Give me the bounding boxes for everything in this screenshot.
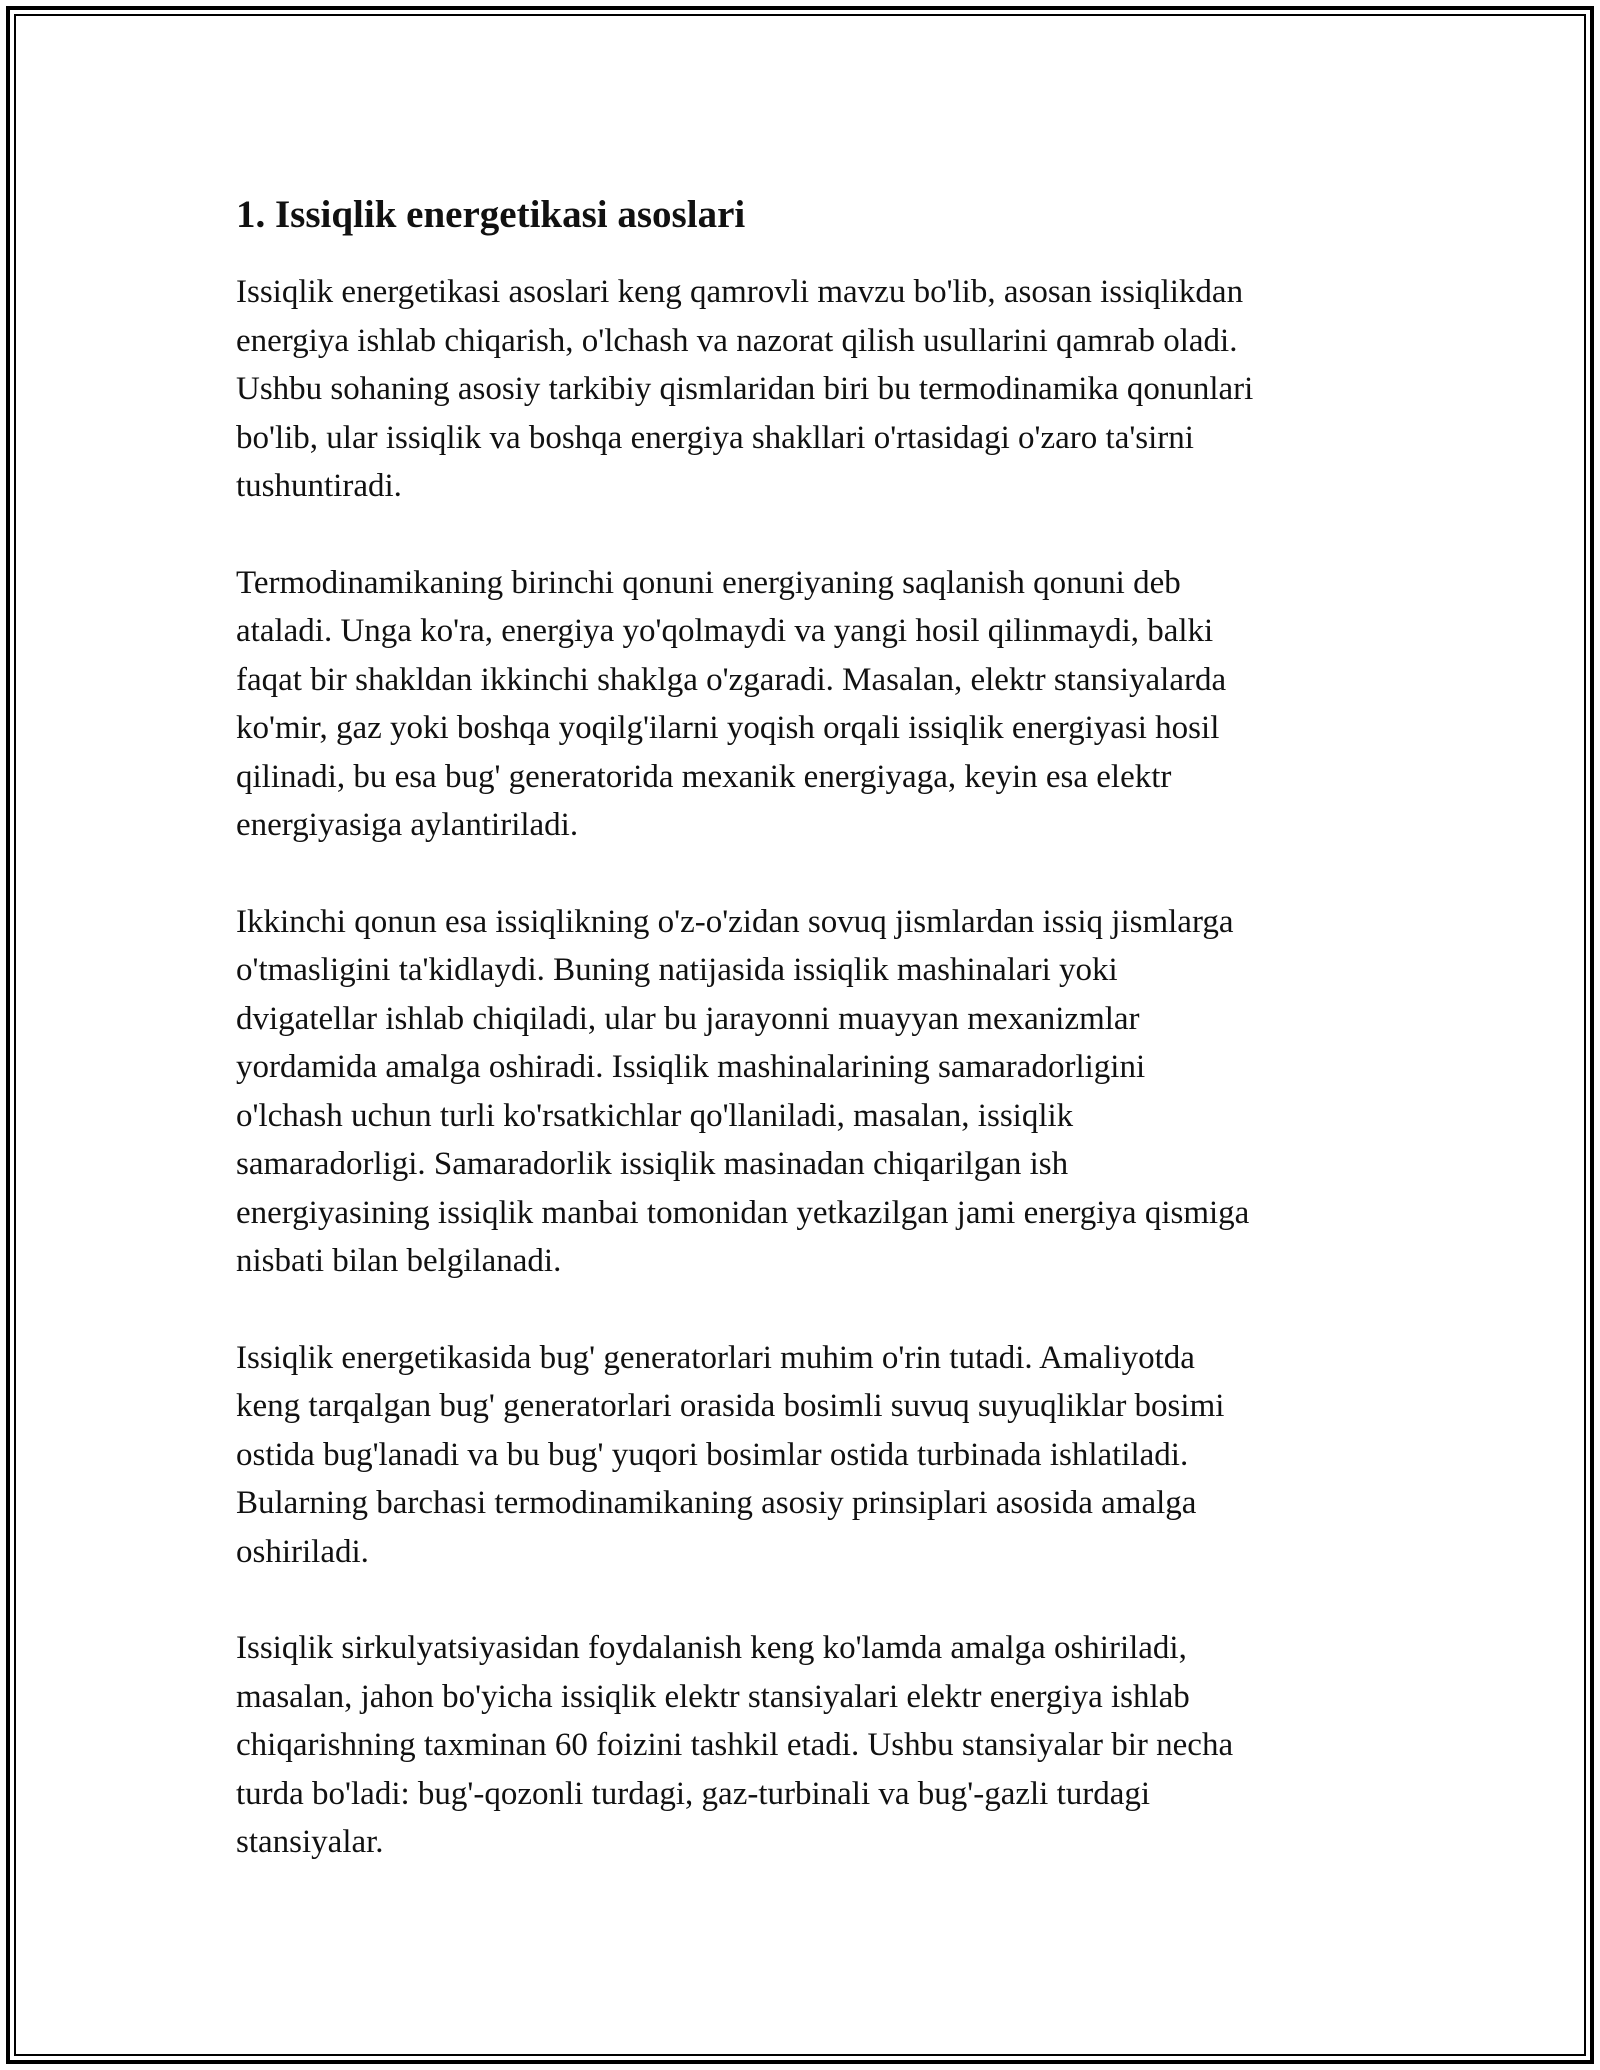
- paragraph-line: tushuntiradi.: [236, 468, 402, 504]
- paragraph-line: masalan, jahon bo'yicha issiqlik elektr stansiyalari elektr energiya ishlab: [236, 1678, 1190, 1715]
- paragraph-5: [236, 1624, 1376, 1867]
- paragraph-line: bo'lib, ular issiqlik va boshqa energiya shakllari o'rtasidagi o'zaro ta'sirni: [236, 419, 1194, 456]
- paragraph-2: [236, 559, 1376, 850]
- paragraph-line: oshiriladi.: [236, 1533, 369, 1570]
- paragraph-line: faqat bir shakldan ikkinchi shaklga o'zgaradi. Masalan, elektr stansiyalarda: [236, 661, 1227, 698]
- section-heading: 1. Issiqlik energetikasi asoslari: [236, 193, 746, 236]
- paragraph-line: ostida bug'lanadi va bu bug' yuqori bosimlar ostida turbinada ishlatiladi.: [236, 1436, 1189, 1473]
- paragraph-line: Ikkinchi qonun esa issiqlikning o'z-o'zidan sovuq jismlardan issiq jismlarga: [236, 903, 1234, 940]
- paragraph-line: Issiqlik sirkulyatsiyasidan foydalanish keng ko'lamda amalga oshiriladi,: [236, 1630, 1187, 1666]
- paragraph-line: energiya ishlab chiqarish, o'lchash va nazorat qilish usullarini qamrab oladi.: [236, 322, 1238, 359]
- paragraph-line: turda bo'ladi: bug'-qozonli turdagi, gaz-turbinali va bug'-gazli turdagi: [236, 1775, 1151, 1812]
- paragraph-line: yordamida amalga oshiradi. Issiqlik mashinalarining samaradorligini: [236, 1049, 1146, 1085]
- paragraph-line: qilinadi, bu esa bug' generatorida mexanik energiyaga, keyin esa elektr: [236, 758, 1172, 795]
- paragraph-line: Issiqlik energetikasi asoslari keng qamrovli mavzu bo'lib, asosan issiqlikdan: [236, 274, 1244, 310]
- paragraph-line: energiyasining issiqlik manbai tomonidan yetkazilgan jami energiya qismiga: [236, 1194, 1250, 1231]
- paragraph-line: Issiqlik energetikasida bug' generatorlari muhim o'rin tutadi. Amaliyotda: [236, 1339, 1195, 1376]
- paragraph-line: ko'mir, gaz yoki boshqa yoqilg'ilarni yoqish orqali issiqlik energiyasi hosil: [236, 710, 1220, 746]
- paragraph-line: ataladi. Unga ko'ra, energiya yo'qolmaydi va yangi hosil qilinmaydi, balki: [236, 613, 1214, 649]
- paragraph-line: samaradorligi. Samaradorlik issiqlik masinadan chiqarilgan ish: [236, 1146, 1069, 1182]
- paragraph-4: [236, 1334, 1376, 1577]
- paragraph-line: Bularning barchasi termodinamikaning asosiy prinsiplari asosida amalga: [236, 1485, 1197, 1521]
- paragraph-line: dvigatellar ishlab chiqiladi, ular bu jarayonni muayyan mexanizmlar: [236, 1000, 1140, 1037]
- paragraph-line: o'tmasligini ta'kidlaydi. Buning natijasida issiqlik mashinalari yoki: [236, 952, 1118, 988]
- paragraph-line: keng tarqalgan bug' generatorlari orasida bosimli suvuq suyuqliklar bosimi: [236, 1388, 1225, 1424]
- paragraph-line: o'lchash uchun turli ko'rsatkichlar qo'llaniladi, masalan, issiqlik: [236, 1097, 1074, 1134]
- paragraph-3: [236, 898, 1376, 1286]
- paragraph-line: chiqarishning taxminan 60 foizini tashkil etadi. Ushbu stansiyalar bir necha: [236, 1727, 1234, 1763]
- paragraph-1: [236, 268, 1376, 511]
- paragraph-line: Termodinamikaning birinchi qonuni energiyaning saqlanish qonuni deb: [236, 564, 1181, 601]
- paragraph-line: energiyasiga aylantiriladi.: [236, 807, 579, 843]
- paragraph-line: Ushbu sohaning asosiy tarkibiy qismlaridan biri bu termodinamika qonunlari: [236, 371, 1254, 407]
- document-body: [236, 184, 1376, 1915]
- paragraph-line: nisbati bilan belgilanadi.: [236, 1243, 562, 1279]
- paragraph-line: stansiyalar.: [236, 1824, 384, 1860]
